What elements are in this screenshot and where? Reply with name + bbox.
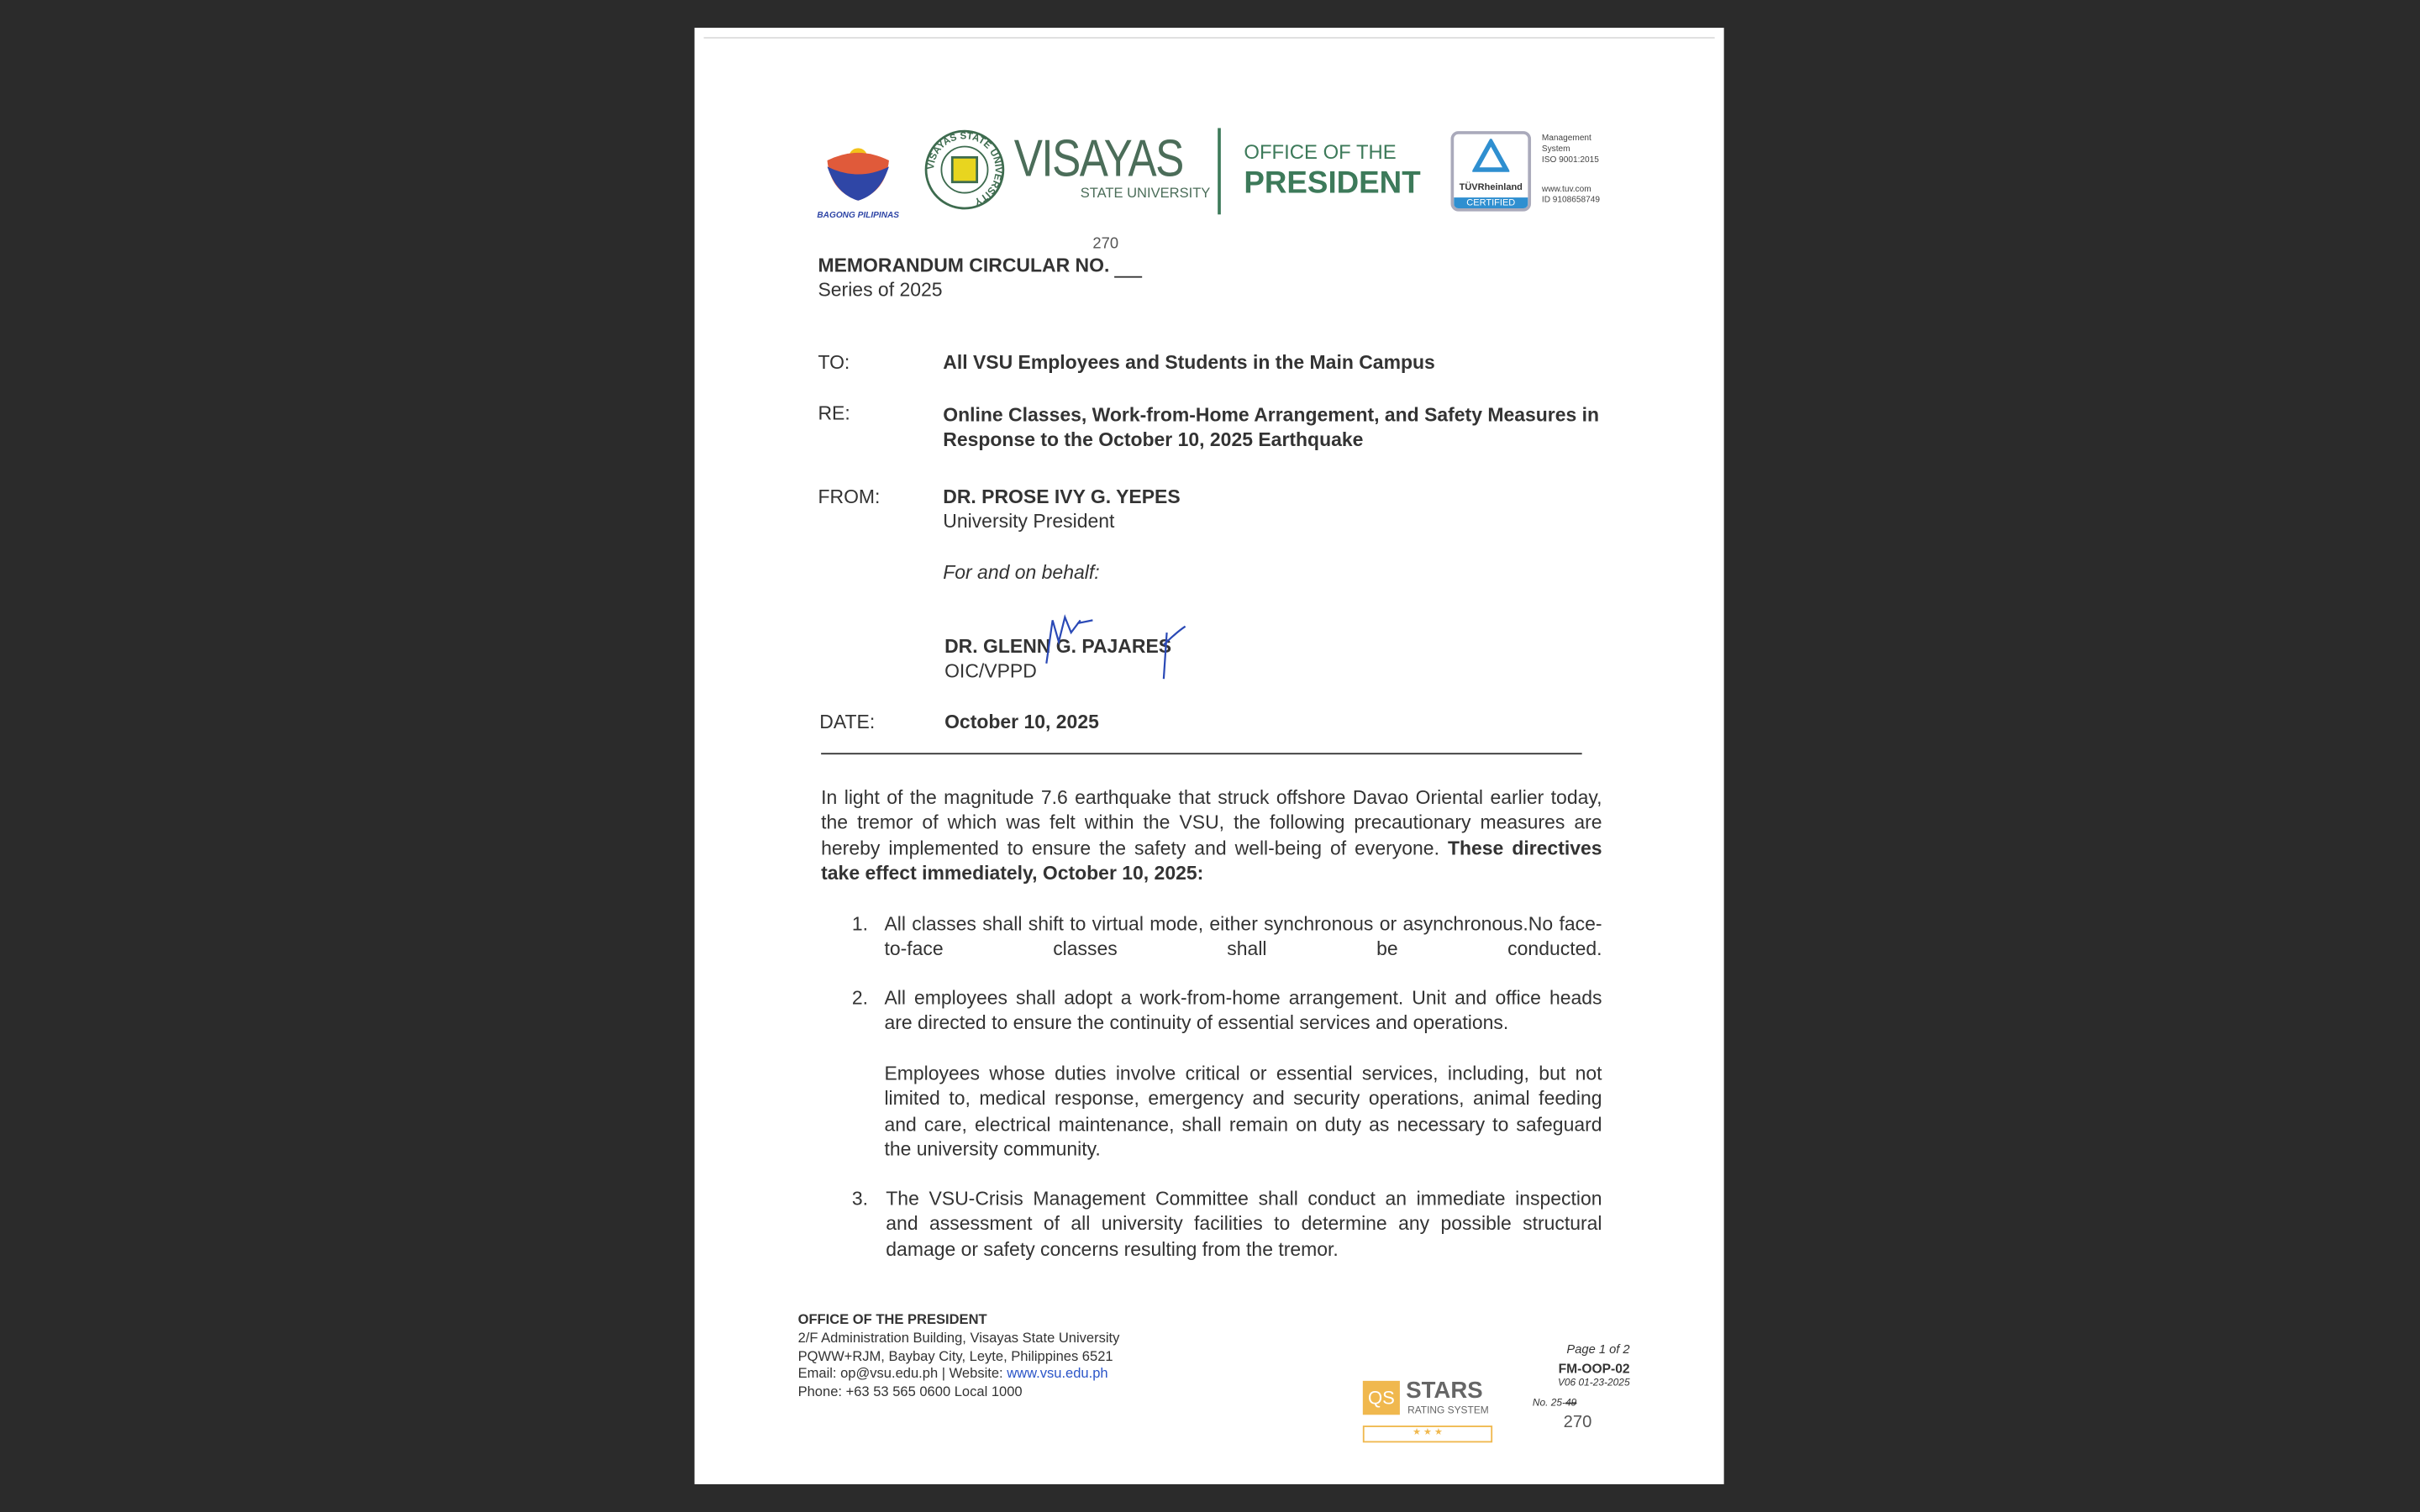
to-value: All VSU Employees and Students in the Main Campus xyxy=(943,351,1435,374)
seal-text: VISAYAS STATE UNIVERSITY xyxy=(926,131,1003,207)
signatory-title: OIC/VPPD xyxy=(944,660,1037,682)
date-label: DATE: xyxy=(819,711,876,733)
website-link[interactable]: www.vsu.edu.ph xyxy=(1007,1366,1108,1382)
university-subtitle: STATE UNIVERSITY xyxy=(1080,185,1211,201)
document-page xyxy=(695,28,1724,1484)
directive-item-2: 2. All employees shall adopt a work-from-home arrangement. Unit and office heads are directed to ensure the continuity of essential services and operations. Employees whose duties involve critical or essential services, including, but not limited to, medical response, emergency and security operations, animal feeding and care, electrical maintenance, shall remain on duty as necessary to safeguard the university community. xyxy=(851,987,1602,1161)
from-label: FROM: xyxy=(818,486,881,508)
header-divider xyxy=(1218,128,1221,214)
iso-certification-text: Management System ISO 9001:2015 www.tuv.com ID 9108658749 xyxy=(1541,134,1601,206)
from-name: DR. PROSE IVY G. YEPES xyxy=(943,486,1181,508)
from-title: University President xyxy=(943,510,1115,533)
date-value: October 10, 2025 xyxy=(944,711,1099,733)
qs-stars-logo: QS STARS RATING SYSTEM ★ ★ ★ xyxy=(1363,1381,1492,1442)
bagong-pilipinas-logo: BAGONG PILIPINAS xyxy=(812,129,904,216)
intro-paragraph: In light of the magnitude 7.6 earthquake that struck offshore Davao Oriental earlier today, the tremor of which was felt within the VSU, the following precautionary measures are hereby implemented to ensure the safety and well-being of everyone. These directives take effect immediately, October 10, 2025: xyxy=(821,786,1602,885)
university-wordmark: VISAYAS xyxy=(1013,129,1183,189)
memo-title: MEMORANDUM CIRCULAR NO. xyxy=(818,255,1142,278)
page-top-rule xyxy=(704,37,1715,39)
document-number-handwritten: 270 xyxy=(1563,1413,1592,1432)
office-line2: PRESIDENT xyxy=(1244,166,1421,201)
directive-item-3: 3. The VSU-Crisis Management Committee shall conduct an immediate inspection and assessment of all university facilities to determine any possible structural damage or safety concerns resulting from the tremor. xyxy=(851,1188,1602,1261)
document-control: Page 1 of 2 FM-OOP-02 V06 01-23-2025 xyxy=(1557,1341,1630,1389)
footer-address: OFFICE OF THE PRESIDENT 2/F Administration Building, Visayas State University PQWW+RJM, Baybay City, Leyte, Philippines 6521 Email: op@vsu.edu.ph | Website: www.vsu.edu.ph Phone: +63 53 565 0600 Local 1000 xyxy=(797,1311,1120,1400)
header-separator xyxy=(821,753,1582,754)
memo-series: Series of 2025 xyxy=(818,279,943,302)
re-label: RE: xyxy=(818,402,850,425)
vsu-seal xyxy=(924,129,1005,210)
signatory-name: DR. GLENN G. PAJARES xyxy=(944,635,1172,658)
tuv-certified-logo: TÜVRheinland CERTIFIED xyxy=(1451,131,1532,212)
behalf-note: For and on behalf: xyxy=(943,561,1100,584)
directive-item-1: 1. All classes shall shift to virtual mode, either synchronous or asynchronous.No face-to-face classes shall be conducted. xyxy=(851,913,1602,961)
handwritten-signature xyxy=(1037,611,1192,685)
to-label: TO: xyxy=(818,351,850,374)
memo-number-handwritten: 270 xyxy=(1092,236,1119,254)
re-value: Online Classes, Work-from-Home Arrangement, and Safety Measures in Response to the October 10, 2025 Earthquake xyxy=(943,404,1600,451)
document-number: No. 25-49 xyxy=(1532,1398,1577,1409)
office-line1: OFFICE OF THE xyxy=(1244,140,1397,164)
